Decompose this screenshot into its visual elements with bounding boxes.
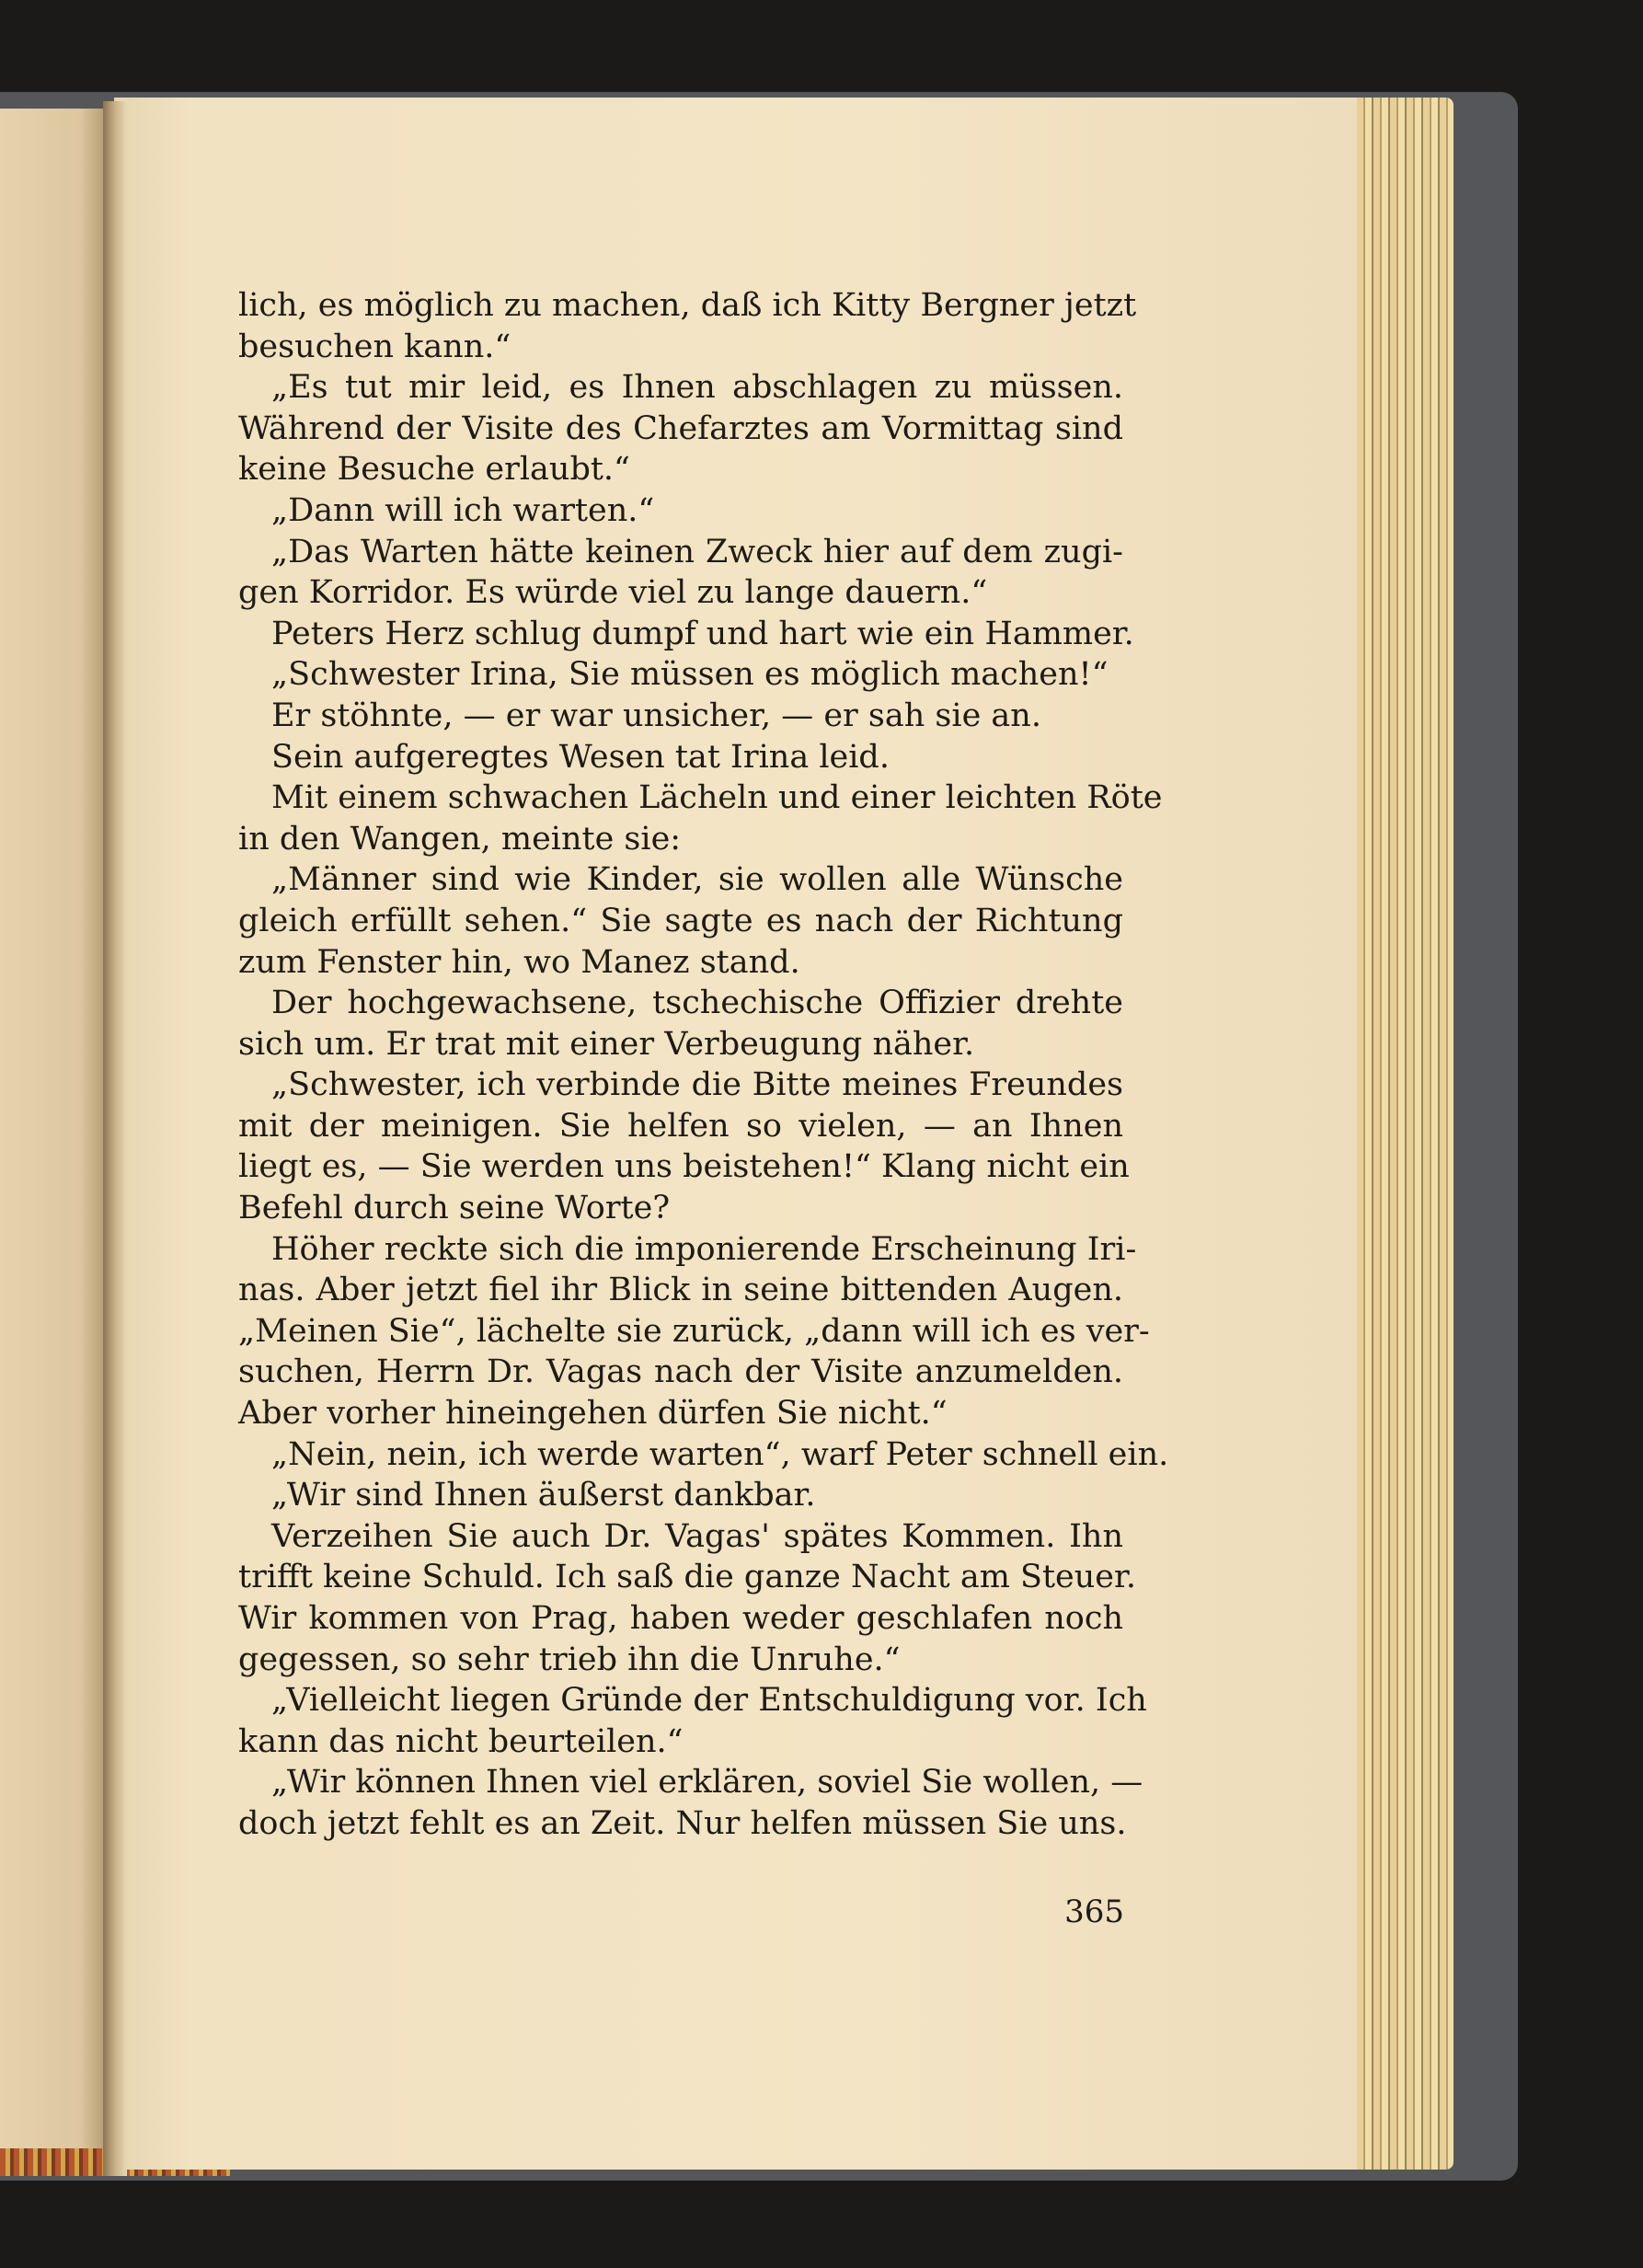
book-gutter <box>103 101 127 2176</box>
text-line: „Das Warten hätte keinen Zweck hier auf dem zugi- <box>271 533 1123 570</box>
text-line: gen Korridor. Es würde viel zu lange dauern.“ <box>238 574 988 612</box>
text-line: Mit einem schwachen Lächeln und einer leichten Röte <box>271 779 1163 817</box>
text-line: „Vielleicht liegen Gründe der Entschuldigung vor. Ich <box>271 1682 1147 1720</box>
text-line: „Wir sind Ihnen äußerst dankbar. <box>271 1477 816 1514</box>
text-line: Sein aufgeregtes Wesen tat Irina leid. <box>271 738 890 776</box>
text-line: Während der Visite des Chefarztes am Vormittag sind <box>238 409 1123 447</box>
text-line: nas. Aber jetzt fiel ihr Blick in seine bittenden Augen. <box>238 1272 1123 1309</box>
text-line: liegt es, — Sie werden uns beistehen!“ Klang nicht ein <box>238 1148 1130 1186</box>
text-line: „Männer sind wie Kinder, sie wollen alle Wünsche <box>271 861 1123 899</box>
text-line: Befehl durch seine Worte? <box>238 1190 671 1227</box>
text-line: „Schwester, ich verbinde die Bitte meines Freundes <box>271 1066 1123 1104</box>
text-line: Verzeihen Sie auch Dr. Vagas' spätes Kommen. Ihn <box>271 1517 1123 1555</box>
text-line: gleich erfüllt sehen.“ Sie sagte es nach der Richtung <box>238 902 1123 939</box>
text-line: „Wir können Ihnen viel erklären, soviel Sie wollen, — <box>271 1764 1143 1802</box>
text-line: gegessen, so sehr trieb ihn die Unruhe.“ <box>238 1641 901 1678</box>
body-text <box>238 285 1169 1845</box>
text-line: „Es tut mir leid, es Ihnen abschlagen zu müssen. <box>271 369 1123 407</box>
left-page <box>0 109 115 2174</box>
text-line: Höher reckte sich die imponierende Erscheinung Iri- <box>271 1230 1137 1268</box>
text-line: Wir kommen von Prag, haben weder geschlafen noch <box>238 1600 1123 1637</box>
text-line: besuchen kann.“ <box>238 328 511 365</box>
page-edges <box>1357 98 1453 2170</box>
text-line: Der hochgewachsene, tschechische Offizier drehte <box>271 984 1123 1022</box>
text-line: „Schwester Irina, Sie müssen es möglich machen!“ <box>271 656 1109 694</box>
text-line: keine Besuche erlaubt.“ <box>238 451 630 489</box>
text-line: mit der meinigen. Sie helfen so vielen, — an Ihnen <box>238 1107 1123 1145</box>
text-line: Er stöhnte, — er war unsicher, — er sah sie an. <box>271 697 1041 734</box>
text-line: doch jetzt fehlt es an Zeit. Nur helfen müssen Sie uns. <box>238 1804 1127 1842</box>
page-number: 365 <box>1064 1894 1124 1930</box>
text-line: „Dann will ich warten.“ <box>271 491 655 529</box>
text-line: „Nein, nein, ich werde warten“, warf Peter schnell ein. <box>271 1435 1169 1473</box>
text-line: Aber vorher hineingehen dürfen Sie nicht.“ <box>238 1395 948 1433</box>
text-line: „Meinen Sie“, lächelte sie zurück, „dann will ich es ver- <box>238 1312 1150 1350</box>
text-line: zum Fenster hin, wo Manez stand. <box>238 943 800 981</box>
text-line: in den Wangen, meinte sie: <box>238 820 682 858</box>
text-line: Peters Herz schlug dumpf und hart wie ein Hammer. <box>271 615 1134 652</box>
text-line: lich, es möglich zu machen, daß ich Kitty Bergner jetzt <box>238 287 1137 324</box>
text-line: trifft keine Schuld. Ich saß die ganze Nacht am Steuer. <box>238 1559 1137 1596</box>
text-line: suchen, Herrn Dr. Vagas nach der Visite anzumelden. <box>238 1353 1123 1391</box>
text-line: sich um. Er trat mit einer Verbeugung näher. <box>238 1025 975 1063</box>
text-line: kann das nicht beurteilen.“ <box>238 1722 684 1760</box>
